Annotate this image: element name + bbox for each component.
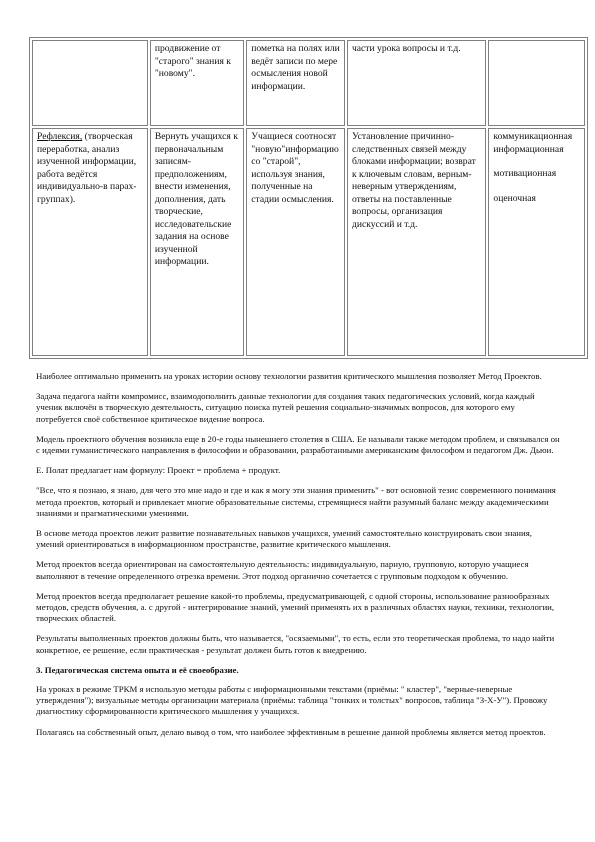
paragraph: Метод проектов всегда ориентирован на самостоятельную деятельность: индивидуальную, парную, групповую, которую учащиеся выполняют в течение определенного отрезка времени. Этот подход органично сочетается с групповым подходом к обучению. bbox=[36, 559, 529, 581]
table-cell bbox=[488, 128, 585, 356]
document-body bbox=[36, 371, 561, 747]
spacer bbox=[493, 181, 581, 193]
section-heading: 3. Педагогическая система опыта и её своеобразие. bbox=[36, 664, 239, 675]
paragraph: "Все, что я познаю, я знаю, для чего это мне надо и где и как я могу эти знания применить" - вот основной тезис современного понимания метода проектов, который и привлекает многие образовательные системы, стремящиеся найти разумный баланс между академическими знаниями и прагматическими умениями. bbox=[36, 485, 556, 518]
stage-description: (творческая переработка, анализ изученной информации, работа ведётся индивидуально-в парах-группах). bbox=[37, 131, 137, 205]
function-item: оценочная bbox=[493, 192, 536, 204]
paragraph: Задача педагога найти компромисс, взаимодополнить данные технологии для создания таких педагогических условий, когда каждый ученик включён в творческую деятельность, ситуацию поиска путей решения социально-значимых вопросов, для которого ему потребуется своё собственное критическое видение вопроса. bbox=[36, 391, 535, 424]
paragraph: Метод проектов всегда предполагает решение какой-то проблемы, предусматривающей, с одной стороны, использование разнообразных методов, средств обучения, а. с другой - интегрирование знаний, умений применять их в различных областях науки, техники, технологии, творческих областей. bbox=[36, 590, 555, 624]
paragraph: Е. Полат предлагает нам формулу: Проект = проблема + продукт. bbox=[36, 465, 281, 476]
table-cell: продвижение от "старого" знания к "новому". bbox=[150, 40, 244, 126]
table-cell bbox=[32, 40, 148, 126]
table-cell bbox=[488, 40, 585, 126]
table-cell: Установление причинно-следственных связей между блоками информации; возврат к ключевым словам, верным-неверным утверждениям, ответы на поставленные вопросы, организация дискуссий и т.д. bbox=[347, 128, 486, 356]
table-cell: части урока вопросы и т.д. bbox=[347, 40, 486, 126]
paragraph: Полагаясь на собственный опыт, делаю вывод о том, что наиболее эффективным в решение данной проблемы является метод проектов. bbox=[36, 726, 546, 737]
methods-table-wrapper bbox=[29, 37, 588, 359]
table-cell bbox=[32, 128, 148, 356]
paragraph: На уроках в режиме ТРКМ я использую методы работы с информационными текстами (приёмы: " кластер", "верные-неверные утверждения"); визуальные методы организации материала (приёмы: таблица "тонких и толстых" вопросов, таблица "З-Х-У"). Провожу диагностику сформированности критического мышления у учащихся. bbox=[36, 684, 548, 717]
spacer bbox=[493, 156, 581, 168]
table-cell: Учащиеся соотносят "новую"информацию со "старой", используя знания, полученные на стадии осмысления. bbox=[246, 128, 345, 356]
stage-link[interactable]: Рефлексия, bbox=[37, 131, 83, 142]
table-cell: Вернуть учащихся к первоначальным записям-предположениям, внести изменения, дополнения, дать творческие, исследовательские задания на основе изученной информации. bbox=[150, 128, 244, 356]
paragraph: Наиболее оптимально применить на уроках истории основу технологии развития критического мышления позволяет Метод Проектов. bbox=[36, 371, 542, 381]
paragraph: Результаты выполненных проектов должны быть, что называется, "осязаемыми", то есть, если это теоретическая проблема, то надо найти конкретное, ее решение, если практическая - результат должен быть готов к внедрению. bbox=[36, 633, 555, 655]
function-item: коммуникационная bbox=[493, 131, 573, 142]
table-row bbox=[32, 40, 585, 126]
paragraph: Модель проектного обучения возникла еще в 20-е годы нынешнего столетия в США. Ее называли также методом проблем, и связывался он с идеями гуманистического направления в философии и образовании, разработанными американским философом и педагогом Дж. Дьюи. bbox=[36, 433, 560, 456]
function-item: информационная bbox=[493, 143, 564, 155]
methods-table bbox=[29, 37, 588, 359]
table-row bbox=[32, 128, 585, 356]
table-cell: пометка на полях или ведёт записи по мере осмысления новой информации. bbox=[246, 40, 345, 126]
function-item: мотивационная bbox=[493, 168, 557, 179]
paragraph: В основе метода проектов лежит развитие познавательных навыков учащихся, умений самостоятельно конструировать свои знания, умений ориентироваться в информационном пространстве, развитие критического мышления. bbox=[36, 528, 532, 550]
